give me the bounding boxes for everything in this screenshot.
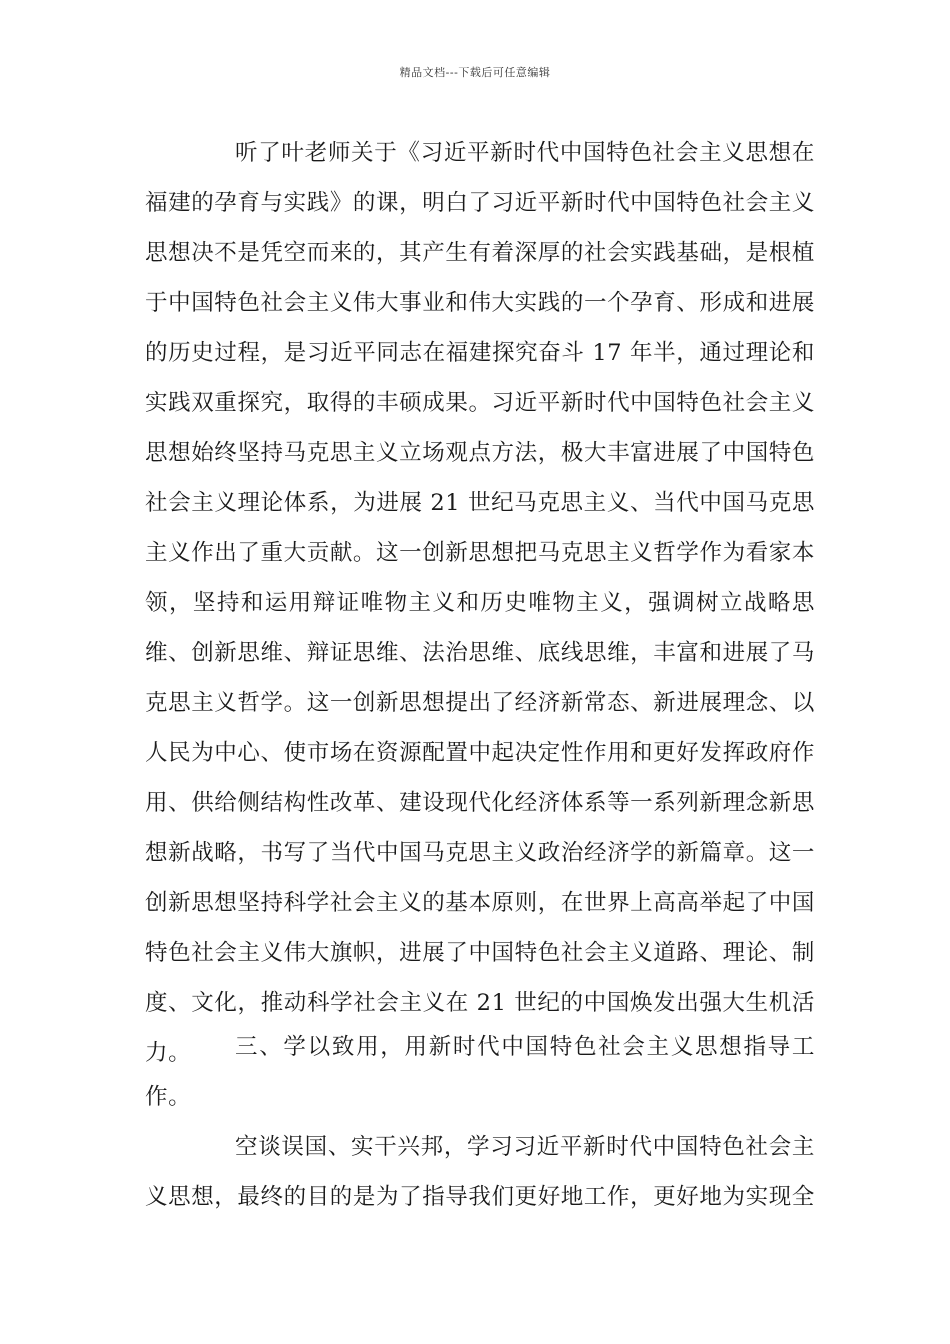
page-header: 精品文档---下载后可任意编辑 [399,66,551,79]
body-paragraph-1: 听了叶老师关于《习近平新时代中国特色社会主义思想在福建的孕育与实践》的课，明白了习近平新时代中国特色社会主义思想决不是凭空而来的，其产生有着深厚的社会实践基础，是根植于中国特色社会主义伟大事业和伟大实践的一个孕育、形成和进展的历史过程，是习近平同志在福建探究奋斗 17 年半，通过理论和实践双重探究，取得的丰硕成果。习近平新时代中国特色社会主义思想始终坚持马克思主义立场观点方法，极大丰富进展了中国特色社会主义理论体系，为进展 21 世纪马克思主义、当代中国马克思主义作出了重大贡献。这一创新思想把马克思主义哲学作为看家本领，坚持和运用辩证唯物主义和历史唯物主义，强调树立战略思维、创新思维、辩证思维、法治思维、底线思维，丰富和进展了马克思主义哲学。这一创新思想提出了经济新常态、新进展理念、以人民为中心、使市场在资源配置中起决定性作用和更好发挥政府作用、供给侧结构性改革、建设现代化经济体系等一系列新理念新思想新战略，书写了当代中国马克思主义政治经济学的新篇章。这一创新思想坚持科学社会主义的基本原则，在世界上高高举起了中国特色社会主义伟大旗帜，进展了中国特色社会主义道路、理论、制度、文化，推动科学社会主义在 21 世纪的中国焕发出强大生机活力。 [145,140,815,1066]
section-heading-3: 三、学以致用，用新时代中国特色社会主义思想指导工作。 [145,1034,815,1110]
body-paragraph-2: 空谈误国、实干兴邦，学习习近平新时代中国特色社会主义思想，最终的目的是为了指导我们更好地工作，更好地为实现全 [145,1134,815,1210]
